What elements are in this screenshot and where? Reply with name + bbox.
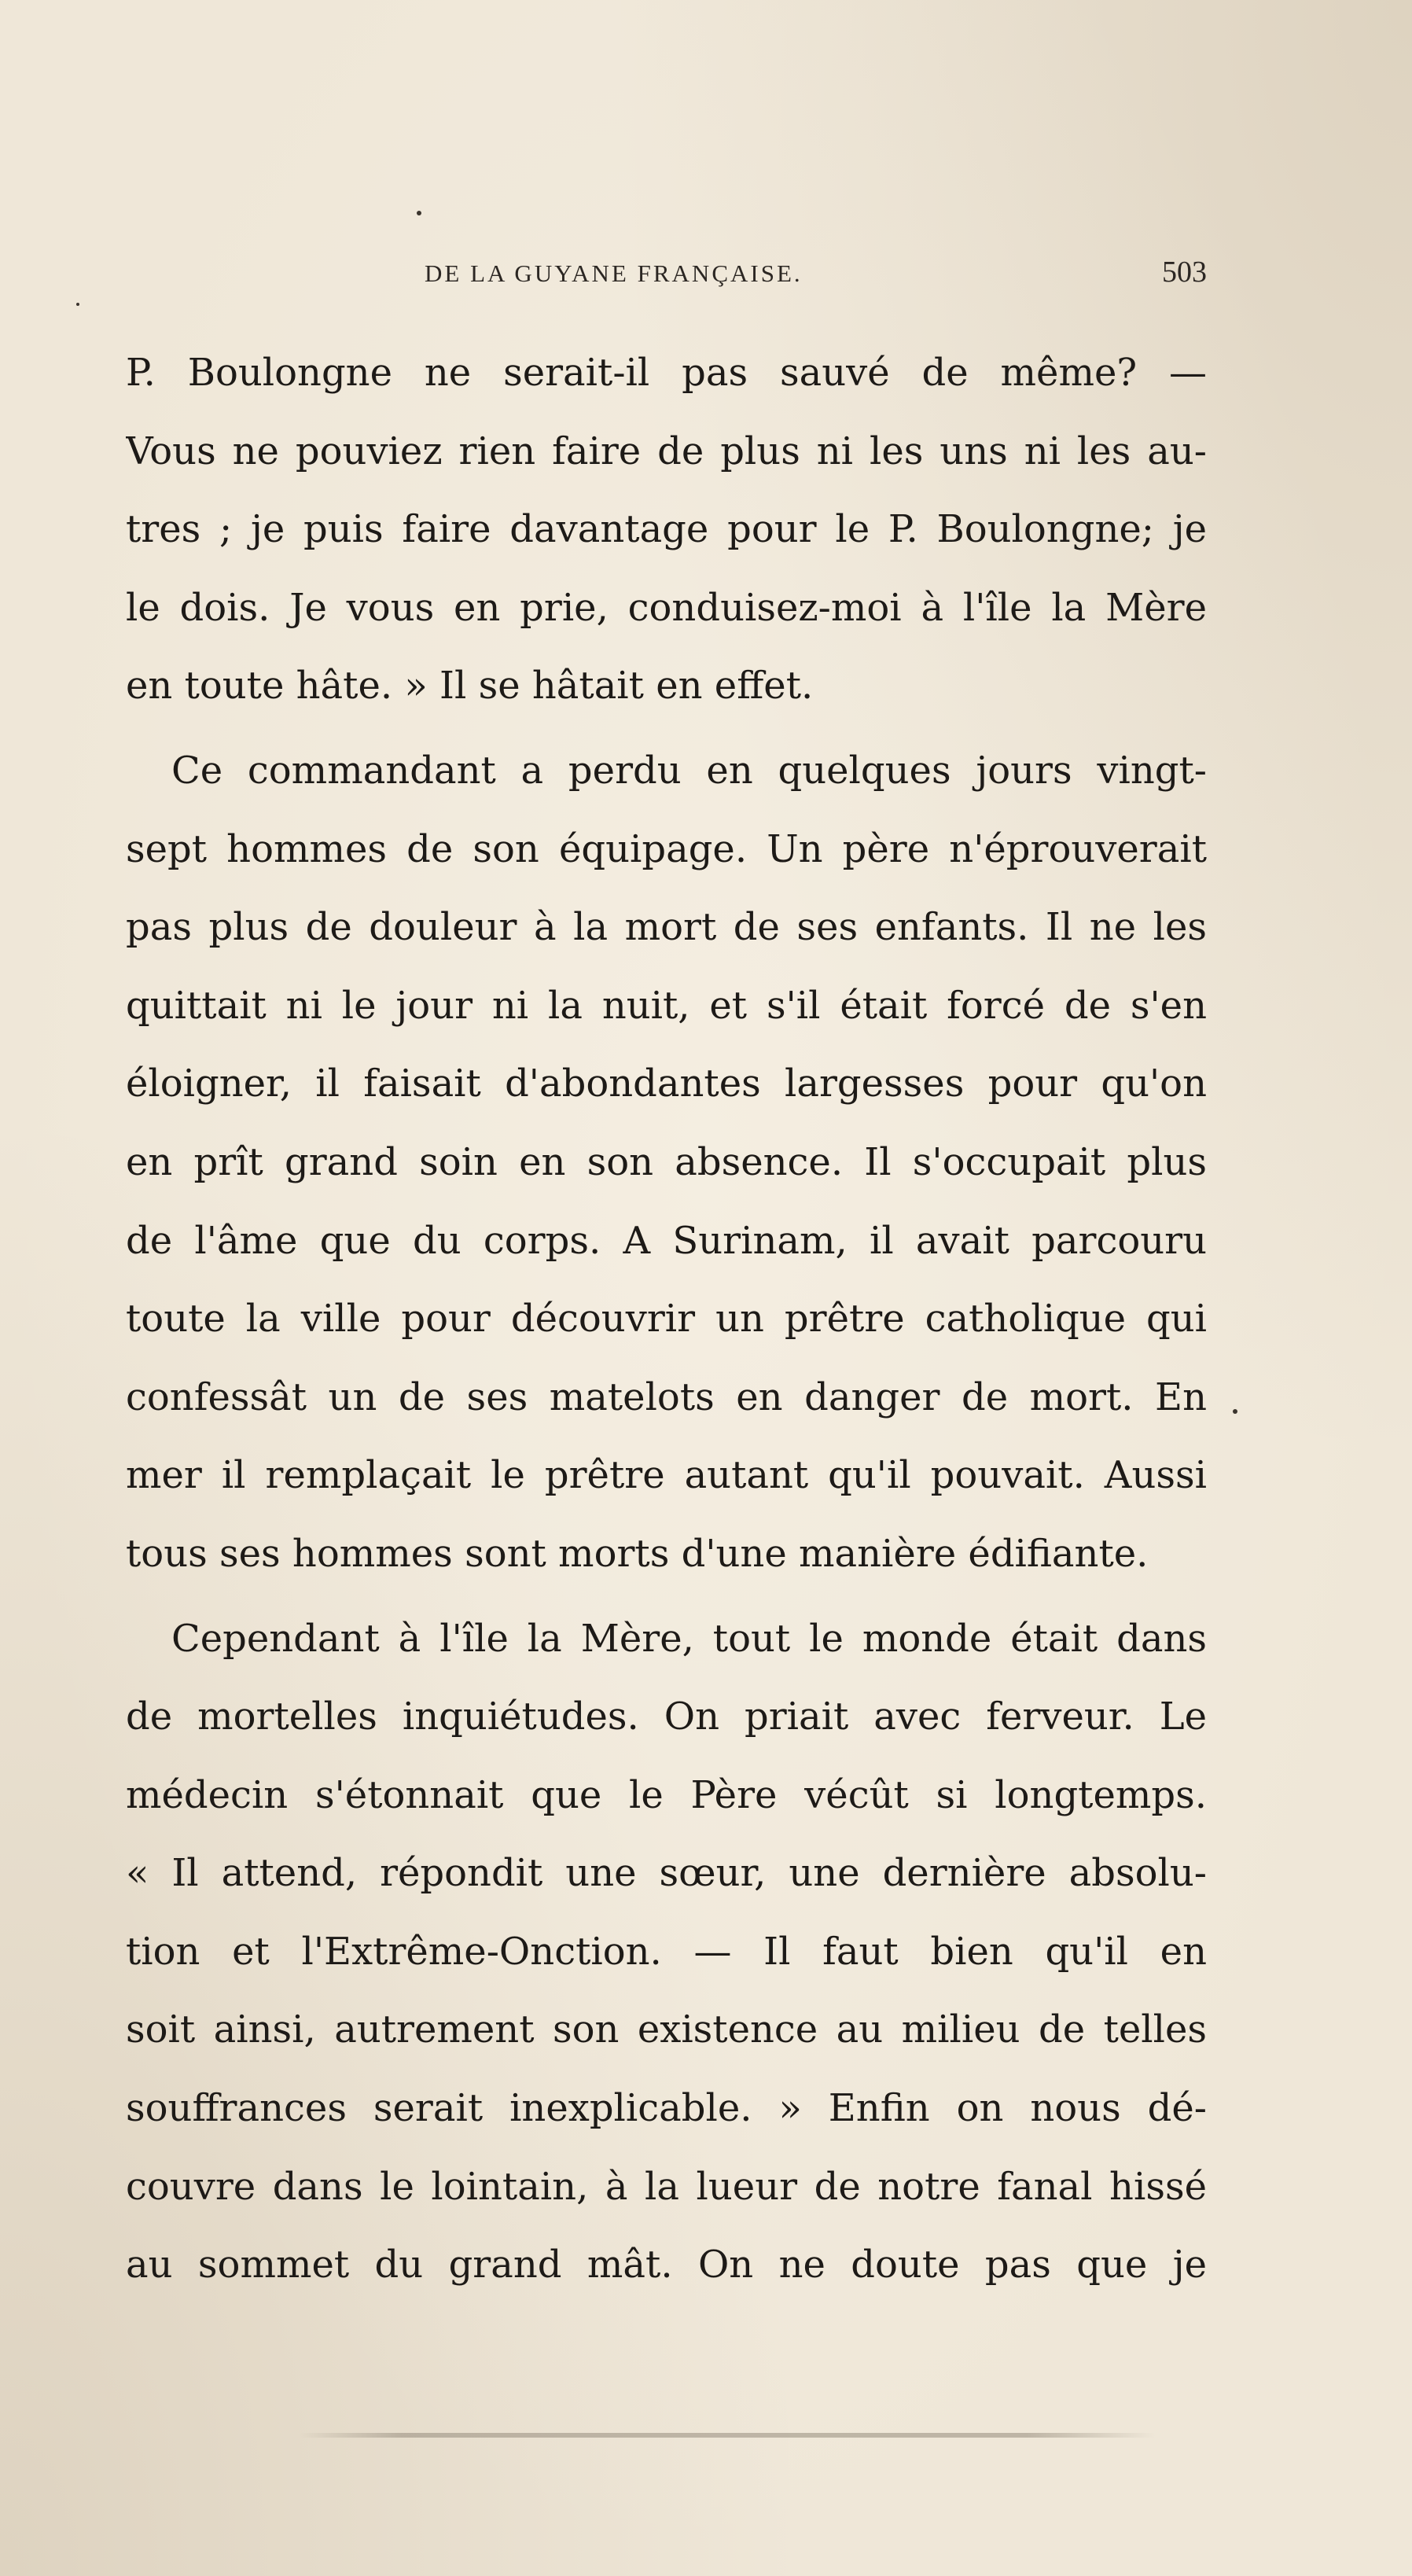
running-title: DE LA GUYANE FRANÇAISE. (425, 259, 803, 287)
text-line: éloigner, il faisait d'abondantes largesses pour qu'on (126, 1062, 1207, 1106)
text-line: Vous ne pouviez rien faire de plus ni les uns ni les au- (126, 429, 1207, 473)
text-line: tion et l'Extrême-Onction. — Il faut bien qu'il en (126, 1929, 1207, 1974)
text-line: médecin s'étonnait que le Père vécût si longtemps. (126, 1772, 1207, 1817)
text-line: en prît grand soin en son absence. Il s'occupait plus (126, 1139, 1207, 1184)
text-line: couvre dans le lointain, à la lueur de notre fanal hissé (126, 2164, 1207, 2209)
text-line: quittait ni le jour ni la nuit, et s'il était forcé de s'en (126, 983, 1207, 1028)
text-line: tous ses hommes sont morts d'une manière édifiante. (126, 1531, 1149, 1576)
body-text (126, 334, 1207, 2305)
text-line: Cependant à l'île la Mère, tout le monde était dans (171, 1616, 1207, 1661)
paper-speck (417, 211, 421, 215)
text-line: en toute hâte. » Il se hâtait en effet. (126, 664, 814, 708)
text-line: pas plus de douleur à la mort de ses enfants. Il ne les (126, 905, 1207, 950)
bottom-smudge-rule (299, 2433, 1156, 2438)
page-header (126, 256, 1207, 307)
text-line: souffrances serait inexplicable. » Enfin on nous dé- (126, 2086, 1207, 2131)
text-line: confessât un de ses matelots en danger de mort. En (126, 1374, 1207, 1419)
page-number: 503 (1162, 256, 1207, 289)
text-line: de mortelles inquiétudes. On priait avec ferveur. Le (126, 1695, 1207, 1739)
text-line: sept hommes de son équipage. Un père n'éprouverait (126, 826, 1207, 871)
text-line: au sommet du grand mât. On ne doute pas que je (126, 2243, 1207, 2287)
paper-speck (1233, 1409, 1237, 1414)
text-line: P. Boulongne ne serait-il pas sauvé de même? — (126, 351, 1207, 395)
paper-speck (76, 303, 79, 306)
text-line: mer il remplaçait le prêtre autant qu'il pouvait. Aussi (126, 1453, 1207, 1498)
text-line: Ce commandant a perdu en quelques jours vingt- (171, 748, 1207, 793)
text-line: « Il attend, répondit une sœur, une dernière absolu- (126, 1851, 1207, 1896)
text-line: toute la ville pour découvrir un prêtre catholique qui (126, 1297, 1207, 1341)
text-line: le dois. Je vous en prie, conduisez-moi à l'île la Mère (126, 585, 1207, 630)
text-line: tres ; je puis faire davantage pour le P. Boulongne; je (126, 507, 1207, 552)
text-line: de l'âme que du corps. A Surinam, il avait parcouru (126, 1218, 1207, 1263)
text-line: soit ainsi, autrement son existence au milieu de telles (126, 2007, 1207, 2052)
